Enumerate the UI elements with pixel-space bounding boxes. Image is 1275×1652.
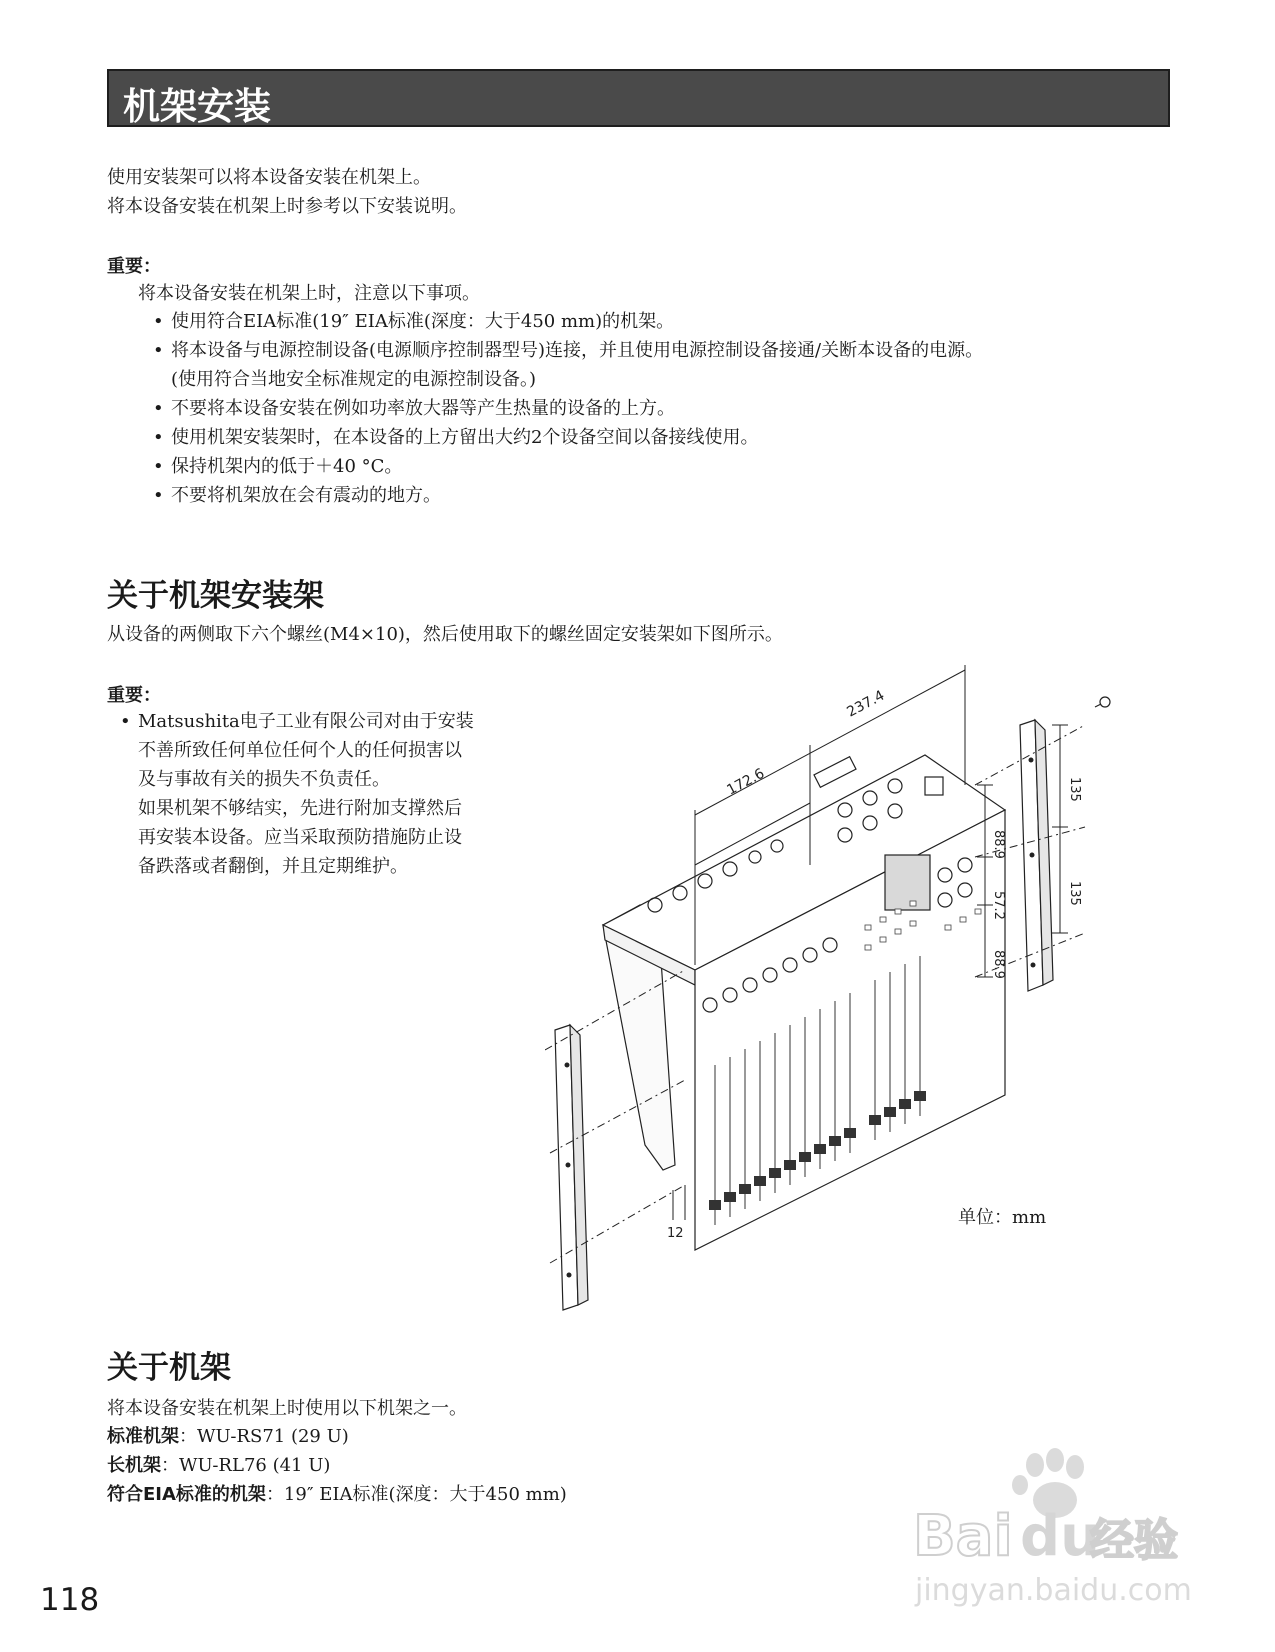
watermark-brand-du: du: [1020, 1504, 1100, 1569]
dim-side-top-label: 135: [1067, 777, 1082, 802]
dimension-offset: [673, 1185, 685, 1220]
list-item: • 保持机架内的低于＋40 °C。: [153, 452, 983, 481]
disclaimer-block: • Matsushita电子工业有限公司对由于安装 不善所致任何单位任何个人的任何损害以 及与事故有关的损失不负责任。 如果机架不够结实，先进行附加支撑然后 再安装本设备。应当采取预防措施防止设 备跌落或者翻倒，并且定期维护。: [120, 707, 474, 881]
watermark-brand-cn: 经验: [1090, 1515, 1178, 1566]
dim-inner-label: 172.6: [724, 765, 768, 799]
rack-item-value: ：19″ EIA标准(深度：大于450 mm): [265, 1484, 567, 1505]
lcd-display: [885, 855, 930, 910]
rack-item: [107, 1422, 567, 1451]
rack-item-label: 符合EIA标准的机架: [107, 1484, 266, 1505]
list-item: • 将本设备与电源控制设备(电源顺序控制器型号)连接，并且使用电源控制设备接通/关断本设备的电源。: [153, 336, 983, 365]
disclaimer-line: 再安装本设备。应当采取预防措施防止设: [138, 827, 462, 848]
list-item: • 使用机架安装架时，在本设备的上方留出大约2个设备空间以备接线使用。: [153, 423, 983, 452]
page-title-bar: [107, 69, 1170, 127]
important-label: 重要：: [107, 685, 161, 706]
watermark-brand: Bai: [913, 1504, 1013, 1569]
intro-line: 使用安装架可以将本设备安装在机架上。: [107, 167, 431, 188]
bracket-instructions: 从设备的两侧取下六个螺丝(M4×10)，然后使用取下的螺丝固定安装架如下图所示。: [107, 624, 783, 645]
important-lead: 将本设备安装在机架上时，注意以下事项。: [138, 283, 480, 304]
dim-side-bottom-label: 135: [1067, 881, 1082, 906]
disclaimer-line: Matsushita电子工业有限公司对由于安装: [138, 711, 474, 732]
dim-depth-label: 237.4: [844, 687, 888, 721]
rack-item-value: ：WU-RL76 (41 U): [161, 1455, 331, 1476]
watermark-url: jingyan.baidu.com: [915, 1573, 1192, 1608]
dim-spacing-top-label: 88.9: [991, 830, 1006, 859]
disclaimer-line: 备跌落或者翻倒，并且定期维护。: [138, 856, 408, 877]
dim-spacing-mid-label: 57.2: [991, 891, 1006, 920]
important-list: [153, 307, 983, 510]
right-rack-bracket: [1020, 697, 1110, 991]
baidu-watermark: [905, 1440, 1205, 1620]
list-item: • 使用符合EIA标准(19″ EIA标准(深度：大于450 mm)的机架。: [153, 307, 983, 336]
rack-list: [107, 1422, 567, 1509]
rack-item: [107, 1480, 567, 1509]
intro-paragraph: [107, 163, 467, 221]
rack-intro: 将本设备安装在机架上时使用以下机架之一。: [107, 1398, 467, 1419]
disclaimer-line: 如果机架不够结实，先进行附加支撑然后: [138, 798, 462, 819]
page-title: 机架安装: [123, 85, 271, 128]
dim-offset-label: 12: [667, 1226, 684, 1241]
important-label: 重要：: [107, 256, 161, 277]
left-rack-bracket: [545, 1025, 588, 1310]
intro-line: 将本设备安装在机架上时参考以下安装说明。: [107, 196, 467, 217]
list-item: • 不要将机架放在会有震动的地方。: [153, 481, 983, 510]
section-heading-bracket: 关于机架安装架: [107, 578, 324, 614]
disclaimer-line: 及与事故有关的损失不负责任。: [138, 769, 390, 790]
disclaimer-line: 不善所致任何单位任何个人的任何损害以: [138, 740, 462, 761]
page-number: 118: [40, 1582, 100, 1618]
rack-item-value: ：WU-RS71 (29 U): [179, 1426, 349, 1447]
section-heading-rack: 关于机架: [107, 1350, 231, 1386]
dim-spacing-bottom-label: 88.9: [991, 950, 1006, 979]
rack-item-label: 标准机架: [107, 1426, 179, 1447]
list-item: • 不要将本设备安装在例如功率放大器等产生热量的设备的上方。: [153, 394, 983, 423]
rack-mount-diagram: [545, 665, 1175, 1325]
list-item-continuation: (使用符合当地安全标准规定的电源控制设备。): [171, 369, 537, 390]
unit-label: 单位：mm: [958, 1207, 1047, 1228]
rack-item: [107, 1451, 567, 1480]
rack-item-label: 长机架: [107, 1455, 161, 1476]
